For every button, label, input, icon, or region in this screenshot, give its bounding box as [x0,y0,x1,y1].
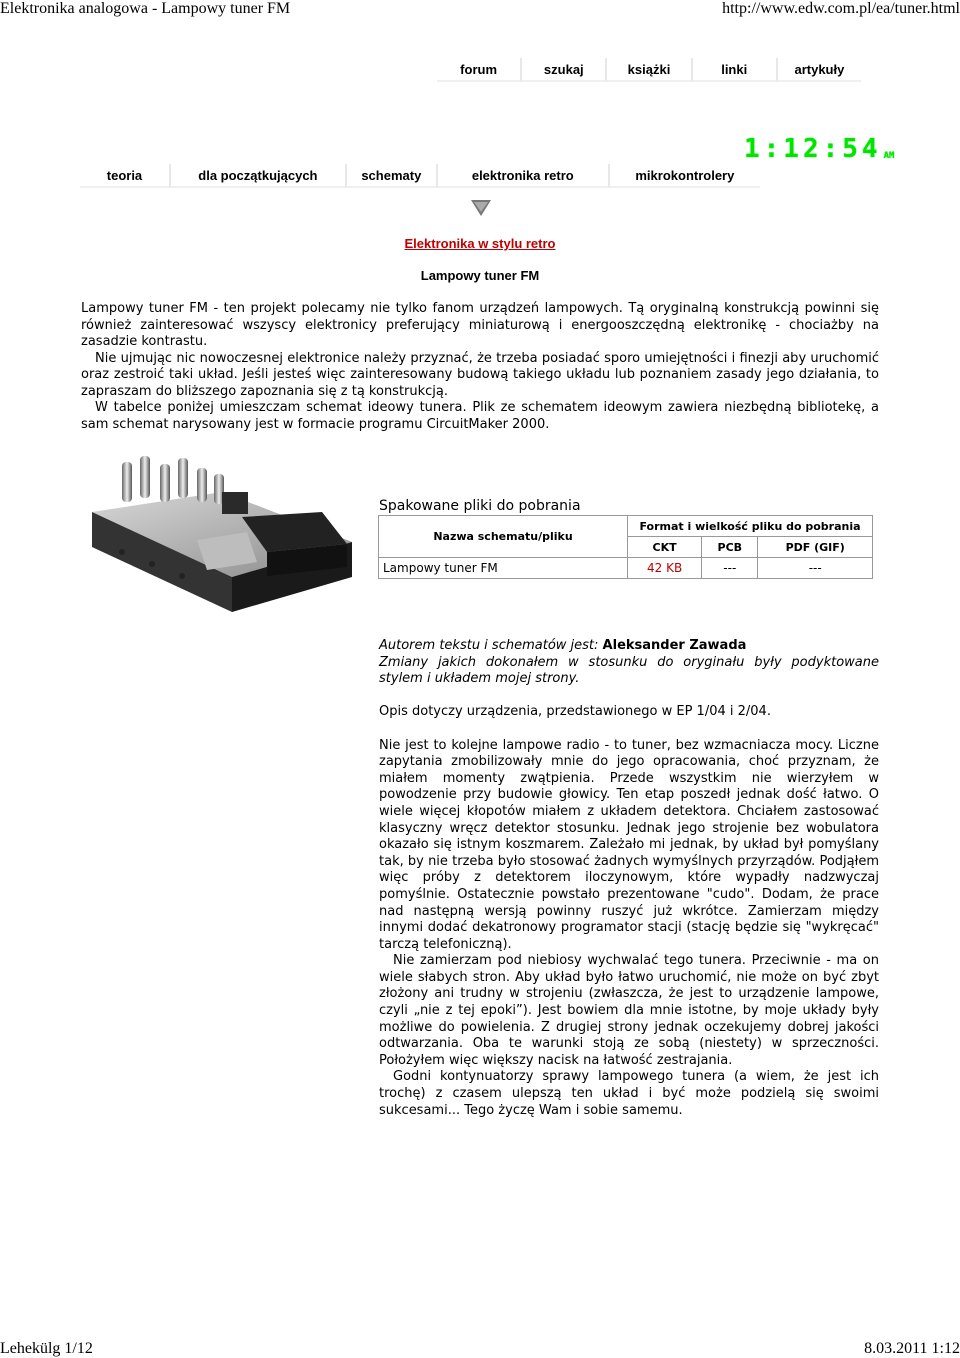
intro-paragraph: Lampowy tuner FM - ten projekt polecamy nie tylko fanom urządzeń lampowych. Tą oryginalną konstrukcją powinni się również zainteresować wszyscy elektronicy preferujący miniaturową i energooszczędną elektronikę - chociażby na zasadzie kontrastu. [81,301,879,349]
top-nav-books[interactable]: książki [607,58,692,82]
article-text [379,638,879,1119]
article-paragraph: Nie zamierzam pod niebiosy wychwalać tego tunera. Przeciwnie - ma on wiele słabych stron. Aby układ było łatwo uruchomić, nie może on być zbyt złożony ani trudny w strojeniu (zwłaszcza, że jest to urządzenie lampowe, czyli „nie z tej epoki”). Jest bowiem dla mnie istotne, by moje układy były możliwe do powielenia. Z drugiej strony jednak oczekujemy dobrej jakości odtwarzania. Oba te warunki stoją ze sobą (niestety) w sprzeczności. Położyłem więc większy nacisk na łatwość zestrajania. [379,953,879,1068]
downloads-table [378,515,873,579]
main-nav-schematics[interactable]: schematy [347,164,438,188]
main-nav [80,164,760,188]
intro-paragraph: Nie ujmując nic nowoczesnej elektronice należy przyznać, że trzeba posiadać sporo umiejętności i finezji aby uruchomić oraz zestroić taki układ. Jeśli jesteś więc zainteresowany budową takiego układu lub poznaniem zasady jego działania, to zapraszam do bliższego zapoznania się z tą konstrukcją. [81,350,879,399]
download-pcb-cell: --- [702,558,758,579]
digital-clock [744,134,895,164]
table-row [379,558,873,579]
article-paragraph: Godni kontynuatorzy sprawy lampowego tunera (a wiem, że jest ich trochę) z czasem ulepszą ten układ i być może podzielą się swoimi sukcesami... Tego życzę Wam i sobie samemu. [379,1069,879,1118]
top-nav-search[interactable]: szukaj [522,58,607,82]
downloads-col-name: Nazwa schematu/pliku [379,516,628,558]
intro-text [81,301,879,433]
changes-note-text: Zmiany jakich dokonałem w stosunku do oryginału były podyktowane stylem i układem mojej strony. [379,654,879,687]
downloads-format-pdf: PDF (GIF) [758,537,873,558]
top-nav-articles[interactable]: artykuły [778,58,861,82]
downloads-format-pcb: PCB [702,537,758,558]
source-note: Opis dotyczy urządzenia, przedstawionego w EP 1/04 i 2/04. [379,704,771,720]
section-link[interactable]: Elektronika w stylu retro [404,236,556,251]
changes-note [379,655,879,688]
author-line [379,638,879,655]
print-header-url: http://www.edw.com.pl/ea/tuner.html [722,0,960,17]
main-nav-theory[interactable]: teoria [80,164,171,188]
print-header-title: Elektronika analogowa - Lampowy tuner FM [0,0,291,17]
down-arrow-icon [470,198,492,218]
download-pdf-cell: --- [758,558,873,579]
top-nav-links[interactable]: linki [693,58,778,82]
author-label: Autorem tekstu i schematów jest: [379,638,599,653]
downloads-col-format: Format i wielkość pliku do pobrania [628,516,873,537]
downloads-title: Spakowane pliki do pobrania [379,498,581,514]
main-nav-retro[interactable]: elektronika retro [438,164,610,188]
tuner-photo [82,452,354,612]
author-name: Aleksander Zawada [602,638,747,653]
main-nav-beginners[interactable]: dla początkujących [171,164,347,188]
top-nav-forum[interactable]: forum [437,58,522,82]
downloads-row-name: Lampowy tuner FM [379,558,628,579]
download-ckt-link[interactable]: 42 KB [628,558,702,579]
print-footer-page: Lehekülg 1/12 [0,1340,93,1357]
main-nav-microcontrollers[interactable]: mikrokontrolery [610,164,760,188]
top-nav [437,58,861,82]
downloads-format-ckt: CKT [628,537,702,558]
page-title: Lampowy tuner FM [420,268,540,283]
print-footer-date: 8.03.2011 1:12 [864,1340,960,1357]
article-paragraph: Nie jest to kolejne lampowe radio - to tuner, bez wzmacniacza mocy. Liczne zapytania zmobilizowały mnie do jego opracowania, choć przyznam, że miałem momenty zwątpienia. Przede wszystkim nie wierzyłem w powodzenie przy budowie głowicy. Ten etap poszedł jednak dość łatwo. O wiele więcej kłopotów miałem z układem detektora. Chciałem zastosować klasyczny wręcz detektor stosunku. Jednak jego strojenie bez wobulatora okazało się istnym koszmarem. Zależało mi jednak, by układ był pomyślany tak, by nie trzeba było stosować żadnych wymyślnych przyrządów. Podjąłem więc próby z detektorem iloczynowym, które wypadły nadzwyczaj pomyślnie. Ostatecznie powstało prezentowane "cudo". Dodam, że prace nad następną wersją powinny ruszyć już wkrótce. Zamierzam między innymi dodać dekatronowy programator stacji (stację będzie się "wykręcać" tarczą telefoniczną). [379,737,879,952]
clock-time: 1:12:54 [744,134,882,164]
clock-ampm: AM [883,151,895,161]
intro-paragraph: W tabelce poniżej umieszczam schemat ideowy tunera. Plik ze schematem ideowym zawiera niezbędną bibliotekę, a sam schemat narysowany jest w formacie programu CircuitMaker 2000. [81,400,879,432]
